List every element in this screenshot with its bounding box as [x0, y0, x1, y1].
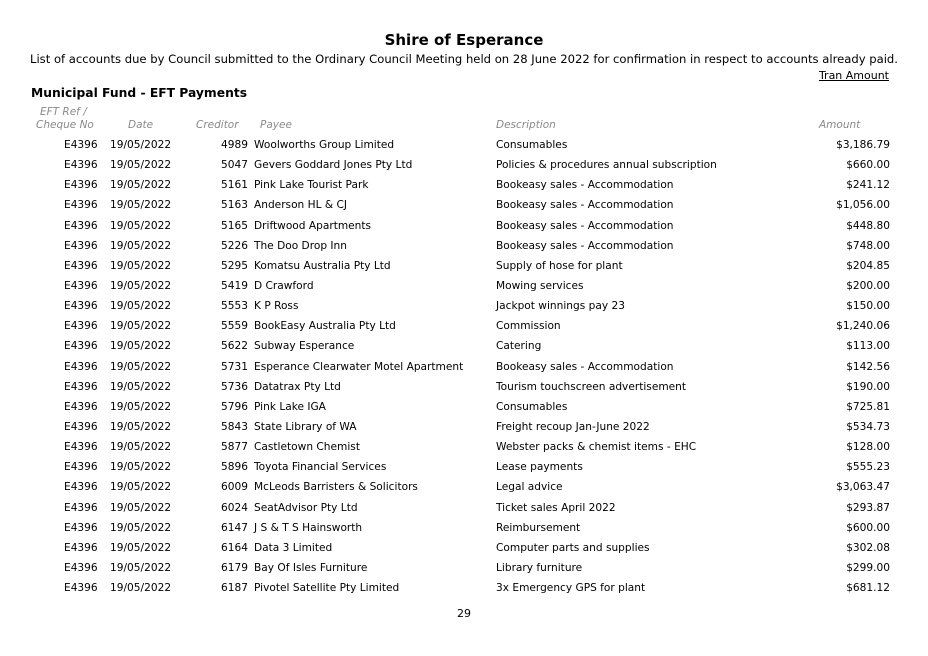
- cell-ref: E4396: [64, 461, 98, 474]
- cell-amount: $241.12: [846, 179, 890, 192]
- cell-payee: Woolworths Group Limited: [254, 139, 395, 151]
- cell-ref: E4396: [64, 219, 98, 232]
- cell-description: Policies & procedures annual subscription: [496, 159, 717, 172]
- cell-ref: E4396: [64, 179, 98, 192]
- cell-description: Freight recoup Jan-June 2022: [496, 420, 650, 433]
- cell-amount: $190.00: [846, 380, 890, 393]
- cell-ref: E4396: [64, 259, 98, 272]
- cell-payee: Esperance Clearwater Motel Apartment: [254, 360, 464, 373]
- table-row: [0, 155, 928, 175]
- cell-description: Tourism touchscreen advertisement: [496, 380, 687, 393]
- cell-description: Webster packs & chemist items - EHC: [496, 441, 697, 454]
- table-row: [0, 558, 928, 578]
- table-row: [0, 498, 928, 518]
- cell-ref: E4396: [64, 582, 98, 595]
- cell-description: Library furniture: [496, 561, 583, 574]
- cell-ref: E4396: [64, 139, 98, 151]
- cell-date: 19/05/2022: [110, 300, 172, 313]
- cell-ref: E4396: [64, 239, 98, 252]
- col-header-amount: Amount: [819, 119, 861, 131]
- cell-creditor: 5877: [221, 441, 248, 454]
- cell-creditor: 6179: [221, 561, 248, 574]
- cell-amount: $555.23: [846, 461, 890, 474]
- cell-date: 19/05/2022: [110, 159, 172, 172]
- cell-payee: K P Ross: [254, 300, 299, 313]
- table-row: [0, 357, 928, 377]
- cell-payee: Komatsu Australia Pty Ltd: [254, 259, 391, 272]
- cell-description: Bookeasy sales - Accommodation: [496, 239, 674, 252]
- cell-date: 19/05/2022: [110, 139, 172, 151]
- table-row: [0, 538, 928, 558]
- col-header-ref-line2: Cheque No: [36, 119, 94, 131]
- table-row: [0, 216, 928, 236]
- cell-description: Mowing services: [496, 279, 584, 292]
- cell-description: 3x Emergency GPS for plant: [496, 582, 646, 595]
- cell-amount: $725.81: [846, 400, 890, 413]
- cell-ref: E4396: [64, 320, 98, 333]
- cell-creditor: 5731: [221, 360, 248, 373]
- cell-description: Bookeasy sales - Accommodation: [496, 360, 674, 373]
- cell-creditor: 6187: [221, 582, 248, 595]
- cell-payee: Anderson HL & CJ: [254, 199, 348, 212]
- cell-amount: $660.00: [846, 159, 890, 172]
- cell-creditor: 5047: [221, 159, 248, 172]
- cell-date: 19/05/2022: [110, 259, 172, 272]
- cell-ref: E4396: [64, 481, 98, 494]
- cell-ref: E4396: [64, 400, 98, 413]
- cell-amount: $1,240.06: [836, 320, 890, 333]
- cell-creditor: 5559: [221, 320, 248, 333]
- cell-creditor: 5226: [221, 239, 248, 252]
- cell-payee: D Crawford: [254, 279, 314, 292]
- table-row: [0, 397, 928, 417]
- cell-ref: E4396: [64, 521, 98, 534]
- cell-creditor: 5796: [221, 400, 248, 413]
- cell-amount: $600.00: [846, 521, 890, 534]
- cell-date: 19/05/2022: [110, 279, 172, 292]
- document-subtitle: List of accounts due by Council submitted to the Ordinary Council Meeting held on 28 June 2022 for confirmation in respect to accounts already paid.: [30, 52, 898, 66]
- table-row: [0, 477, 928, 497]
- cell-amount: $150.00: [846, 300, 890, 313]
- table-row: [0, 195, 928, 215]
- col-header-payee: Payee: [260, 119, 292, 131]
- cell-date: 19/05/2022: [110, 199, 172, 212]
- cell-ref: E4396: [64, 501, 98, 514]
- cell-payee: Toyota Financial Services: [254, 461, 387, 474]
- cell-date: 19/05/2022: [110, 320, 172, 333]
- cell-creditor: 5622: [221, 340, 248, 353]
- cell-creditor: 5736: [221, 380, 248, 393]
- cell-description: Computer parts and supplies: [496, 541, 650, 554]
- table-row: [0, 437, 928, 457]
- table-row: [0, 417, 928, 437]
- cell-payee: McLeods Barristers & Solicitors: [254, 481, 418, 494]
- cell-creditor: 5165: [221, 219, 248, 232]
- cell-date: 19/05/2022: [110, 441, 172, 454]
- cell-ref: E4396: [64, 541, 98, 554]
- cell-description: Commission: [496, 320, 561, 333]
- cell-amount: $113.00: [846, 340, 890, 353]
- cell-amount: $200.00: [846, 279, 890, 292]
- cell-payee: Pink Lake Tourist Park: [254, 179, 369, 192]
- cell-date: 19/05/2022: [110, 582, 172, 595]
- cell-ref: E4396: [64, 199, 98, 212]
- cell-description: Bookeasy sales - Accommodation: [496, 219, 674, 232]
- col-header-date: Date: [128, 119, 154, 131]
- cell-payee: Gevers Goddard Jones Pty Ltd: [254, 159, 413, 172]
- cell-date: 19/05/2022: [110, 501, 172, 514]
- cell-ref: E4396: [64, 360, 98, 373]
- cell-ref: E4396: [64, 441, 98, 454]
- cell-description: Jackpot winnings pay 23: [496, 300, 625, 313]
- document-title: Shire of Esperance: [384, 31, 544, 49]
- cell-ref: E4396: [64, 561, 98, 574]
- cell-description: Bookeasy sales - Accommodation: [496, 199, 674, 212]
- cell-description: Ticket sales April 2022: [496, 501, 616, 514]
- table-row: [0, 296, 928, 316]
- cell-payee: J S & T S Hainsworth: [254, 521, 363, 534]
- cell-ref: E4396: [64, 340, 98, 353]
- cell-payee: Driftwood Apartments: [254, 219, 372, 232]
- page-number: 29: [457, 607, 471, 620]
- cell-payee: Datatrax Pty Ltd: [254, 380, 341, 393]
- cell-creditor: 6024: [221, 501, 248, 514]
- cell-date: 19/05/2022: [110, 561, 172, 574]
- cell-description: Supply of hose for plant: [496, 259, 623, 272]
- cell-amount: $293.87: [846, 501, 890, 514]
- cell-ref: E4396: [64, 380, 98, 393]
- col-header-description: Description: [496, 119, 556, 131]
- cell-amount: $748.00: [846, 239, 890, 252]
- cell-date: 19/05/2022: [110, 461, 172, 474]
- table-row: [0, 276, 928, 296]
- cell-amount: $302.08: [846, 541, 890, 554]
- cell-amount: $204.85: [846, 259, 890, 272]
- cell-payee: The Doo Drop Inn: [254, 239, 347, 252]
- cell-creditor: 5163: [221, 199, 248, 212]
- table-row: [0, 578, 928, 598]
- table-row: [0, 236, 928, 256]
- cell-description: Catering: [496, 340, 542, 353]
- cell-payee: Bay Of Isles Furniture: [254, 561, 368, 574]
- cell-description: Lease payments: [496, 461, 583, 474]
- cell-ref: E4396: [64, 279, 98, 292]
- cell-amount: $3,186.79: [836, 139, 890, 151]
- cell-creditor: 5843: [221, 420, 248, 433]
- cell-payee: Pink Lake IGA: [254, 400, 326, 413]
- cell-creditor: 5896: [221, 461, 248, 474]
- cell-payee: BookEasy Australia Pty Ltd: [254, 320, 396, 333]
- cell-creditor: 5553: [221, 300, 248, 313]
- cell-payee: Data 3 Limited: [254, 541, 333, 554]
- cell-creditor: 6164: [221, 541, 248, 554]
- cell-description: Legal advice: [496, 481, 563, 494]
- cell-payee: State Library of WA: [254, 420, 357, 433]
- cell-amount: $1,056.00: [836, 199, 890, 212]
- cell-date: 19/05/2022: [110, 481, 172, 494]
- cell-description: Consumables: [496, 139, 568, 151]
- tran-amount-label: Tran Amount: [818, 69, 889, 82]
- cell-date: 19/05/2022: [110, 400, 172, 413]
- cell-creditor: 5161: [221, 179, 248, 192]
- cell-date: 19/05/2022: [110, 179, 172, 192]
- cell-date: 19/05/2022: [110, 360, 172, 373]
- table-row: [0, 457, 928, 477]
- cell-date: 19/05/2022: [110, 340, 172, 353]
- cell-date: 19/05/2022: [110, 521, 172, 534]
- table-row: [0, 377, 928, 397]
- cell-ref: E4396: [64, 420, 98, 433]
- col-header-ref-line1: EFT Ref /: [40, 106, 87, 118]
- table-row: [0, 316, 928, 336]
- cell-amount: $142.56: [846, 360, 890, 373]
- table-row: [0, 336, 928, 356]
- payments-table: [0, 135, 928, 598]
- cell-payee: Subway Esperance: [254, 340, 355, 353]
- table-row: [0, 256, 928, 276]
- cell-description: Reimbursement: [496, 521, 581, 534]
- cell-ref: E4396: [64, 300, 98, 313]
- cell-amount: $534.73: [846, 420, 890, 433]
- section-title: Municipal Fund - EFT Payments: [31, 86, 248, 100]
- cell-date: 19/05/2022: [110, 541, 172, 554]
- cell-amount: $681.12: [846, 582, 890, 595]
- cell-creditor: 4989: [221, 139, 248, 151]
- cell-creditor: 6147: [221, 521, 248, 534]
- cell-description: Bookeasy sales - Accommodation: [496, 179, 674, 192]
- table-row: [0, 135, 928, 155]
- cell-date: 19/05/2022: [110, 239, 172, 252]
- cell-date: 19/05/2022: [110, 420, 172, 433]
- table-row: [0, 175, 928, 195]
- cell-ref: E4396: [64, 159, 98, 172]
- cell-payee: Pivotel Satellite Pty Limited: [254, 582, 400, 595]
- cell-amount: $3,063.47: [836, 481, 890, 494]
- cell-date: 19/05/2022: [110, 219, 172, 232]
- cell-creditor: 5419: [221, 279, 248, 292]
- cell-creditor: 6009: [221, 481, 248, 494]
- cell-payee: Castletown Chemist: [254, 441, 360, 454]
- col-header-creditor: Creditor: [196, 119, 239, 131]
- cell-payee: SeatAdvisor Pty Ltd: [254, 501, 358, 514]
- cell-amount: $299.00: [846, 561, 890, 574]
- cell-amount: $128.00: [846, 441, 890, 454]
- cell-description: Consumables: [496, 400, 568, 413]
- cell-amount: $448.80: [846, 219, 890, 232]
- cell-creditor: 5295: [221, 259, 248, 272]
- cell-date: 19/05/2022: [110, 380, 172, 393]
- table-row: [0, 518, 928, 538]
